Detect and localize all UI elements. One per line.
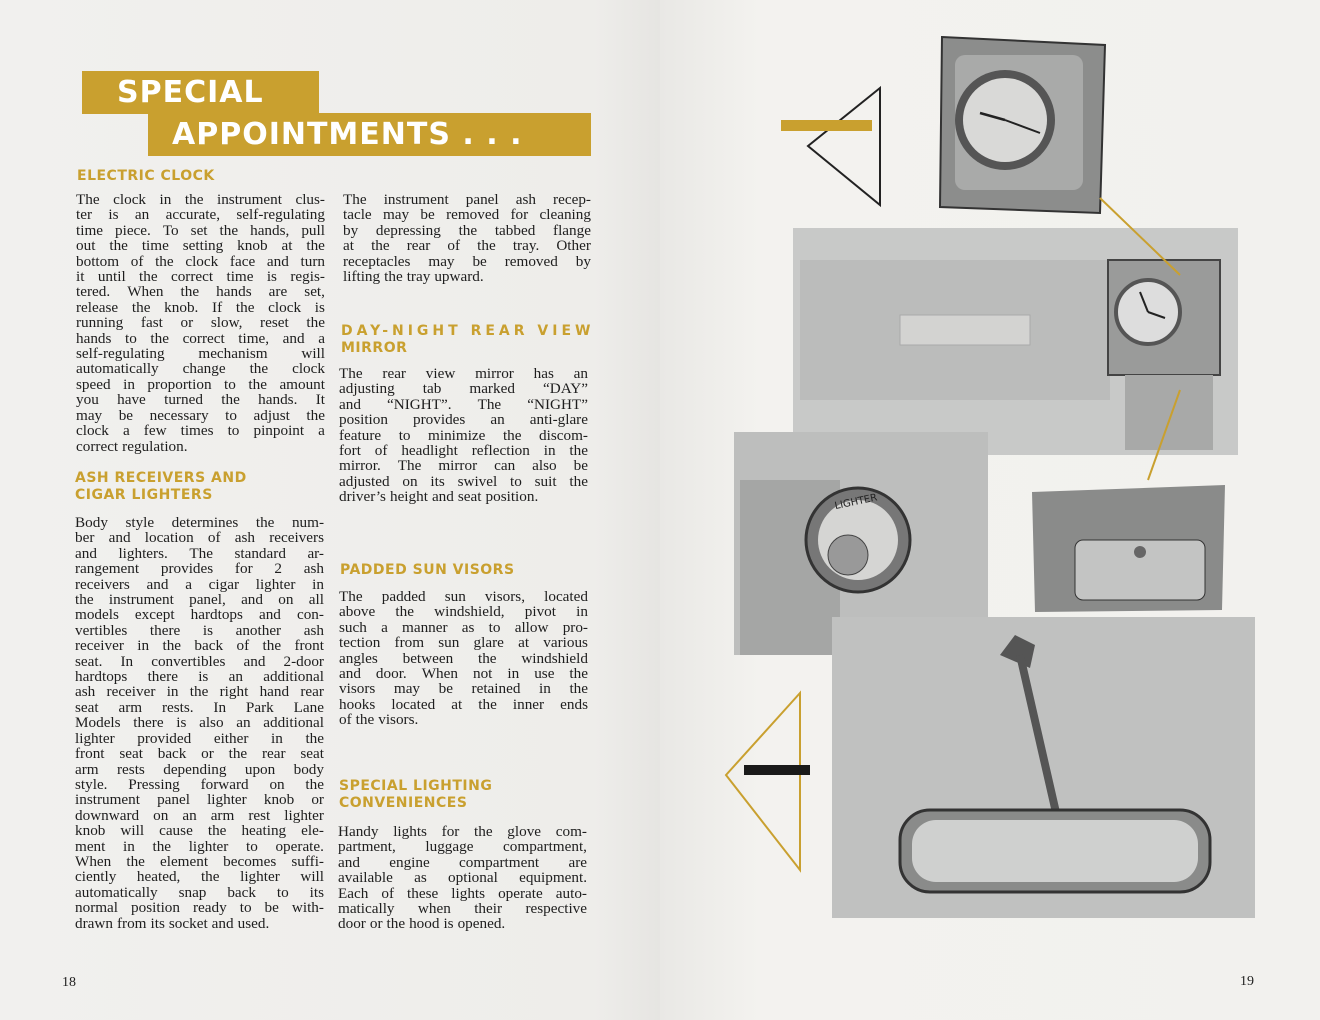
text-line: the instrument panel, and on all	[75, 591, 324, 609]
text-line: style. Pressing forward on the	[75, 775, 324, 793]
text-line: automatically change the clock	[76, 360, 325, 378]
heading-sun-visors: PADDED SUN VISORS	[340, 562, 515, 578]
text-line: it until the correct time is regis-	[76, 268, 325, 286]
text-line: hands to the correct time, and a	[76, 329, 325, 347]
text-line: lighter provided either in the	[75, 729, 324, 747]
text-line: visors may be retained in the	[339, 680, 588, 698]
text-line: and door. When not in use the	[339, 665, 588, 683]
text-line: ment in the lighter to operate.	[75, 837, 324, 855]
text-line: arm rests depending upon body	[75, 760, 324, 778]
text-line: and “NIGHT”. The “NIGHT”	[339, 395, 588, 413]
text-line: feature to minimize the discom-	[339, 426, 588, 444]
text-line: angles between the windshield	[339, 649, 588, 667]
text-line: release the knob. If the clock is	[76, 298, 325, 316]
text-line: drawn from its socket and used.	[75, 914, 270, 932]
text-line: seat. In convertibles and 2-door	[75, 652, 324, 670]
text-line: door or the hood is opened.	[338, 915, 506, 933]
text-line: hooks located at the inner ends	[339, 695, 588, 713]
text-line: receivers and a cigar lighter in	[75, 575, 324, 593]
text-line: adjusted on its swivel to suit the	[339, 472, 588, 490]
text-line: and engine compartment are	[338, 853, 587, 871]
text-line: position provides an anti-glare	[339, 411, 588, 429]
text-line: downward on an arm rest lighter	[75, 806, 324, 824]
text-line: clock a few times to pinpoint a	[76, 422, 325, 440]
text-line: lifting the tray upward.	[343, 268, 484, 286]
heading-line: CIGAR LIGHTERS	[75, 487, 213, 503]
text-line: time piece. To set the hands, pull	[76, 221, 325, 239]
triangle-arrow-icon	[726, 693, 800, 870]
text-line: partment, luggage compartment,	[338, 838, 587, 856]
title-appointments: APPOINTMENTS . . .	[148, 113, 591, 156]
heading-line: SPECIAL LIGHTING	[339, 778, 493, 794]
text-line: The instrument panel ash recep-	[343, 191, 591, 208]
text-line: driver’s height and seat position.	[339, 488, 539, 506]
text-line: The padded sun visors, located	[339, 588, 588, 605]
text-line: correct regulation.	[76, 437, 188, 455]
heading-line: MIRROR	[341, 340, 408, 356]
accent-bar	[781, 120, 872, 131]
text-line: and lighters. The standard ar-	[75, 544, 324, 562]
title-special: SPECIAL	[82, 71, 319, 114]
text-line: self-regulating mechanism will	[76, 345, 325, 363]
text-line: at the rear of the tray. Other	[343, 237, 591, 255]
text-line: by depressing the tabbed flange	[343, 221, 591, 239]
text-line: speed in proportion to the amount	[76, 375, 325, 393]
text-line: knob will cause the heating ele-	[75, 822, 324, 840]
clock-closeup-photo	[940, 37, 1105, 213]
text-line: available as optional equipment.	[338, 869, 587, 887]
text-line: receptacles may be removed by	[343, 252, 591, 270]
page-number-left: 18	[62, 975, 76, 990]
text-line: adjusting tab marked “DAY”	[339, 380, 588, 398]
heading-electric-clock: ELECTRIC CLOCK	[77, 168, 215, 184]
text-line: tacle may be removed for cleaning	[343, 206, 591, 224]
ash-tray-photo	[1032, 485, 1225, 612]
text-line: When the element becomes suffi-	[75, 852, 324, 870]
text-line: tered. When the hands are set,	[76, 283, 325, 301]
text-line: may be necessary to adjust the	[76, 406, 325, 424]
text-line: out the time setting knob at the	[76, 237, 325, 255]
text-line: The rear view mirror has an	[339, 365, 588, 382]
text-line: models except hardtops and con-	[75, 606, 324, 624]
text-line: you have turned the hands. It	[76, 391, 325, 409]
text-line: normal position ready to be with-	[75, 899, 324, 917]
heading-line: CONVENIENCES	[339, 795, 468, 811]
text-line: instrument panel lighter knob or	[75, 791, 324, 809]
text-line: running fast or slow, reset the	[76, 314, 325, 332]
page-number-right: 19	[1240, 974, 1254, 989]
text-line: matically when their respective	[338, 900, 587, 918]
text-line: Models there is also an additional	[75, 714, 324, 732]
text-line: above the windshield, pivot in	[339, 603, 588, 621]
mirror-photo	[832, 617, 1255, 918]
text-line: The clock in the instrument clus-	[76, 191, 325, 208]
text-line: hardtops there is an additional	[75, 668, 324, 686]
text-line: Body style determines the num-	[75, 514, 324, 531]
text-line: bottom of the clock face and turn	[76, 252, 325, 270]
text-line: such a manner as to allow pro-	[339, 618, 588, 636]
accent-bar	[744, 765, 810, 775]
text-line: Each of these lights operate auto-	[338, 884, 587, 902]
text-line: of the visors.	[339, 711, 419, 729]
text-line: vertibles there is another ash	[75, 621, 324, 639]
text-line: Handy lights for the glove com-	[338, 823, 587, 840]
text-line: automatically snap back to its	[75, 883, 324, 901]
heading-line: ASH RECEIVERS AND	[75, 470, 247, 486]
text-line: seat arm rests. In Park Lane	[75, 698, 324, 716]
text-line: front seat back or the rear seat	[75, 745, 324, 763]
text-line: receiver in the back of the front	[75, 637, 324, 655]
text-line: ash receiver in the right hand rear	[75, 683, 324, 701]
lighter-label: LIGHTER	[833, 492, 879, 513]
text-line: rangement provides for 2 ash	[75, 560, 324, 578]
dashboard-photo	[793, 228, 1238, 455]
text-line: ciently heated, the lighter will	[75, 868, 324, 886]
text-line: mirror. The mirror can also be	[339, 457, 588, 475]
triangle-arrow-icon	[808, 88, 880, 205]
heading-line: DAY-NIGHT REAR VIEW	[341, 323, 595, 339]
text-line: fort of headlight reflection in the	[339, 442, 588, 460]
text-line: ber and location of ash receivers	[75, 529, 324, 547]
text-line: tection from sun glare at various	[339, 634, 588, 652]
text-line: ter is an accurate, self-regulating	[76, 206, 325, 224]
